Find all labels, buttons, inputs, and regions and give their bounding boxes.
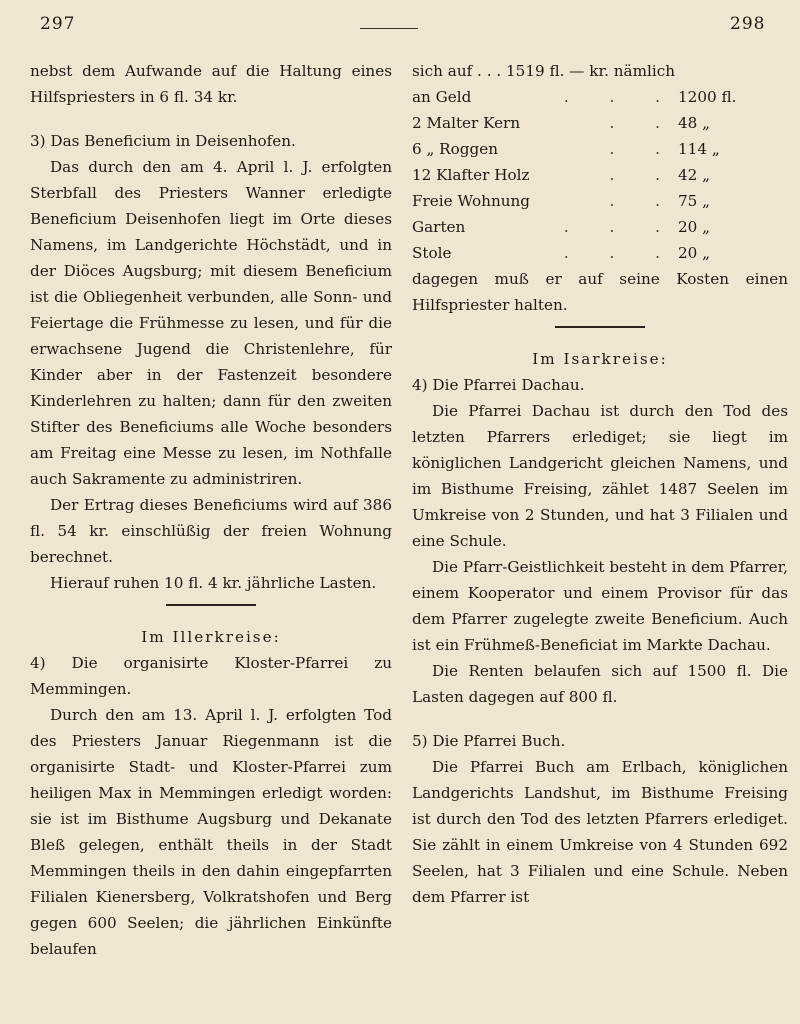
table-row: 6 „ Roggen . . 114 „ [412, 140, 720, 158]
page-number-right: 298 [730, 14, 766, 34]
district-heading-isarkreis: Im Isarkreise: [532, 350, 668, 368]
section-heading-memmingen: 4) Die organisirte Kloster-Pfarrei zu Memmingen. [30, 654, 392, 698]
page-number-left: 297 [40, 14, 76, 34]
right-page-column [412, 58, 788, 910]
section-heading-buch: 5) Die Pfarrei Buch. [412, 732, 566, 750]
section-heading-dachau: 4) Die Pfarrei Dachau. [412, 376, 585, 394]
table-row: 2 Malter Kern . . 48 „ [412, 114, 711, 132]
table-row: Stole . . . 20 „ [412, 244, 711, 262]
paragraph: Die Pfarrei Dachau ist durch den Tod des letzten Pfarrers erlediget; sie liegt im königlichen Landgericht gleichen Namens, und im Bisthume Freising, zählet 1487 Seelen im Umkreise von 2 Stunden, und hat 3 Filialen und eine Schule. [412, 402, 788, 550]
paragraph: Durch den am 13. April l. J. erfolgten Tod des Priesters Januar Riegenmann ist die organisirte Stadt- und Kloster-Pfarrei zum heiligen Max in Memmingen erledigt worden: sie ist im Bisthume Augsburg und Dekanate Bleß gelegen, enthält theils in der Stadt Memmingen theils in den dahin eingepfarrten Filialen Kienersberg, Volkratshofen und Berg gegen 600 Seelen; die jährlichen Einkünfte belaufen [30, 706, 392, 958]
paragraph: Hierauf ruhen 10 fl. 4 kr. jährliche Lasten. [50, 574, 377, 592]
paragraph: Das durch den am 4. April l. J. erfolgten Sterbfall des Priesters Wanner erledigte Beneficium Deisenhofen liegt im Orte dieses Namens, im Landgerichte Höchstädt, und in der Diöces Augsburg; mit diesem Beneficium ist die Obliegenheit verbunden, alle Sonn- und Feiertage die Frühmesse zu lesen, und für die erwachsene Jugend die Christenlehre, für Kinder aber in der Fastenzeit besondere Kinderlehren zu halten; dann für den zweiten Stifter des Beneficiums alle Woche besonders am Freitag eine Messe zu lesen, im Nothfalle auch Sakramente zu administriren. [30, 158, 392, 488]
table-row: Garten . . . 20 „ [412, 218, 711, 236]
income-table [412, 84, 788, 266]
left-page-column [30, 58, 392, 962]
table-row: 12 Klafter Holz . . 42 „ [412, 166, 711, 184]
header-rule [360, 28, 418, 29]
district-heading-illerkreis: Im Illerkreise: [141, 628, 281, 646]
table-row: Freie Wohnung . . 75 „ [412, 192, 711, 210]
continued-paragraph: sich auf . . . 1519 fl. — kr. nämlich [412, 62, 675, 80]
paragraph: Der Ertrag dieses Beneficiums wird auf 386 fl. 54 kr. einschlüßig der freien Wohnung berechnet. [30, 496, 392, 566]
section-divider [555, 326, 645, 328]
paragraph: Die Renten belaufen sich auf 1500 fl. Die Lasten dagegen auf 800 fl. [412, 662, 788, 706]
table-row: an Geld . . . 1200 fl. [412, 88, 737, 106]
section-heading-deisenhofen: 3) Das Beneficium in Deisenhofen. [30, 132, 296, 150]
paragraph: dagegen muß er auf seine Kosten einen Hilfspriester halten. [412, 270, 788, 314]
continued-paragraph: nebst dem Aufwande auf die Haltung eines Hilfspriesters in 6 fl. 34 kr. [30, 62, 392, 106]
section-divider [166, 604, 256, 606]
paragraph: Die Pfarrei Buch am Erlbach, königlichen Landgerichts Landshut, im Bisthume Freising ist durch den Tod des letzten Pfarrers erlediget. Sie zählt in einem Umkreise von 4 Stunden 692 Seelen, hat 3 Filialen und eine Schule. Neben dem Pfarrer ist [412, 758, 788, 906]
paragraph: Die Pfarr-Geistlichkeit besteht in dem Pfarrer, einem Kooperator und einem Provisor für das dem Pfarrer zugelegte zweite Beneficium. Auch ist ein Frühmeß-Beneficiat im Markte Dachau. [412, 558, 788, 654]
